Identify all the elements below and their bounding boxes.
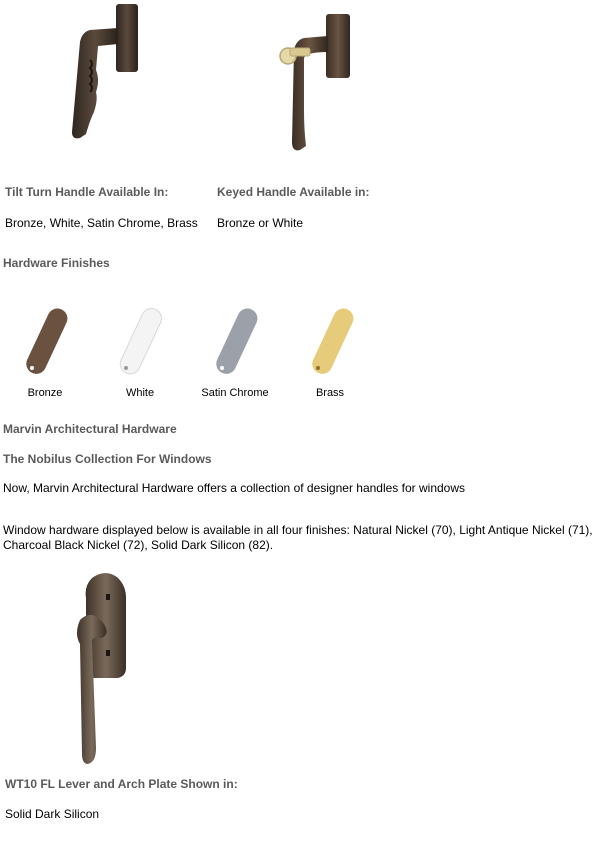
lever-heading: WT10 FL Lever and Arch Plate Shown in: (5, 777, 238, 791)
tilt-turn-finishes: Bronze, White, Satin Chrome, Brass (5, 216, 198, 230)
keyed-finishes: Bronze or White (217, 216, 304, 230)
swatch-white (116, 308, 164, 378)
keyed-handle-image (270, 10, 360, 155)
swatch-bronze (22, 308, 70, 378)
tilt-turn-handle-image (60, 0, 150, 150)
keyed-heading: Keyed Handle Available in: (217, 185, 370, 199)
marvin-intro: Now, Marvin Architectural Hardware offers a collection of designer handles for windows (3, 481, 465, 495)
swatch-label-white: White (125, 387, 155, 399)
availability-line-2: Charcoal Black Nickel (72), Solid Dark Silicon (82). (3, 538, 274, 552)
swatch-label-brass: Brass (315, 387, 345, 399)
nobilus-heading: The Nobilus Collection For Windows (3, 452, 212, 466)
lever-arch-plate-image (62, 568, 142, 768)
marvin-heading: Marvin Architectural Hardware (3, 422, 177, 436)
swatch-satin-chrome (212, 308, 260, 378)
lever-finish: Solid Dark Silicon (5, 807, 100, 821)
swatch-label-satin-chrome: Satin Chrome (201, 387, 269, 399)
availability-line-1: Window hardware displayed below is available in all four finishes: Natural Nickel (70), Light Antique Nickel (71), (3, 523, 593, 537)
swatch-brass (308, 308, 356, 378)
tilt-turn-heading: Tilt Turn Handle Available In: (5, 185, 169, 199)
swatch-label-bronze: Bronze (27, 387, 63, 399)
hardware-finishes-heading: Hardware Finishes (3, 256, 110, 270)
